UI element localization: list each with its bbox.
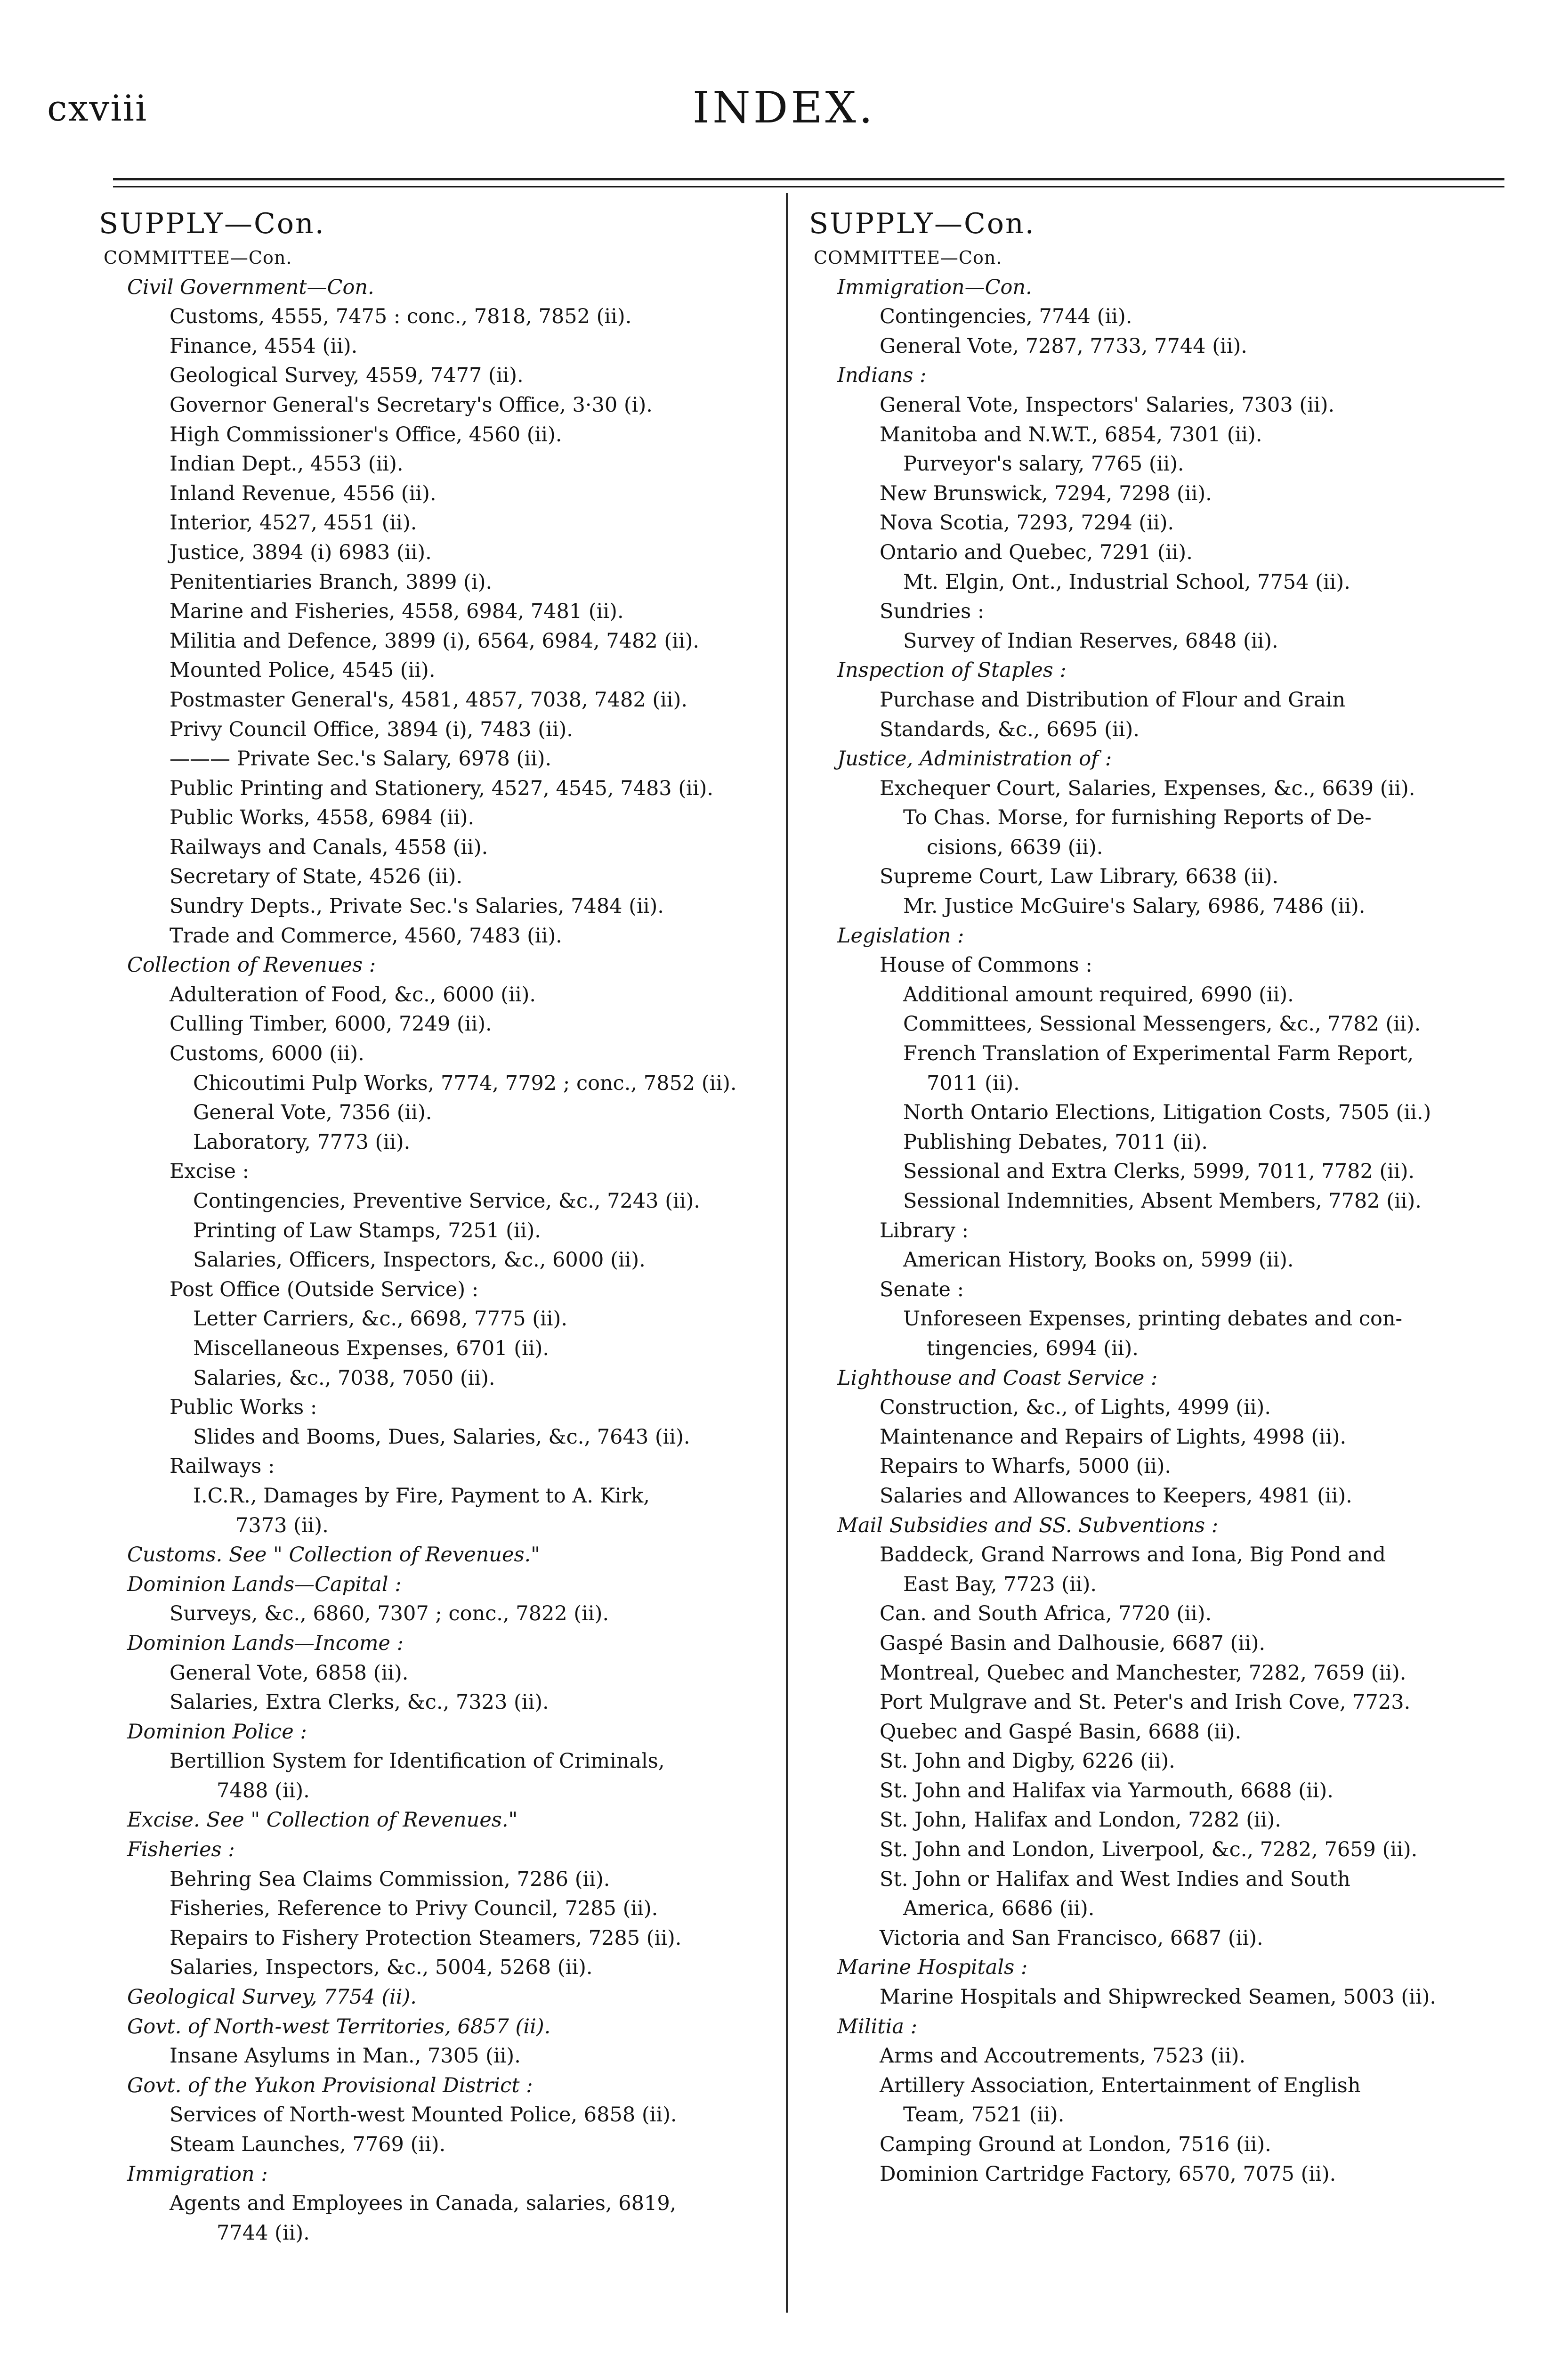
category-heading: Customs. See " Collection of Revenues." bbox=[127, 1543, 540, 1567]
index-entry: Exchequer Court, Salaries, Expenses, &c., 6639 (ii). bbox=[880, 776, 1415, 800]
index-entry: Laboratory, 7773 (ii). bbox=[193, 1130, 411, 1154]
index-entry: Salaries and Allowances to Keepers, 4981 (ii). bbox=[880, 1484, 1352, 1508]
index-entry: Can. and South Africa, 7720 (ii). bbox=[880, 1602, 1212, 1626]
category-heading: Legislation : bbox=[837, 924, 964, 948]
index-column-right bbox=[809, 207, 1494, 2189]
index-entry: Contingencies, 7744 (ii). bbox=[880, 305, 1132, 329]
index-entry: Mounted Police, 4545 (ii). bbox=[170, 658, 436, 682]
index-entry: Standards, &c., 6695 (ii). bbox=[880, 717, 1140, 741]
index-entry: Salaries, Extra Clerks, &c., 7323 (ii). bbox=[170, 1690, 549, 1714]
index-entry: General Vote, 7287, 7733, 7744 (ii). bbox=[880, 334, 1247, 358]
index-entry: To Chas. Morse, for furnishing Reports of De- bbox=[903, 806, 1372, 830]
index-entry: Fisheries, Reference to Privy Council, 7285 (ii). bbox=[170, 1897, 658, 1921]
category-heading: Dominion Lands—Capital : bbox=[127, 1572, 402, 1596]
subsection-heading: COMMITTEE—Con. bbox=[814, 247, 1002, 268]
index-entry: Behring Sea Claims Commission, 7286 (ii). bbox=[170, 1867, 610, 1891]
index-entry: Miscellaneous Expenses, 6701 (ii). bbox=[193, 1336, 550, 1360]
index-entry: Public Works : bbox=[170, 1396, 317, 1420]
index-entry: Maintenance and Repairs of Lights, 4998 (ii). bbox=[880, 1425, 1347, 1449]
index-entry: East Bay, 7723 (ii). bbox=[903, 1572, 1097, 1596]
index-entry: Post Office (Outside Service) : bbox=[170, 1277, 479, 1301]
index-entry: St. John and Halifax via Yarmouth, 6688 (ii). bbox=[880, 1778, 1334, 1803]
index-entry: Montreal, Quebec and Manchester, 7282, 7659 (ii). bbox=[880, 1661, 1406, 1685]
section-heading: SUPPLY—Con. bbox=[99, 207, 325, 240]
index-entry: Salaries, Officers, Inspectors, &c., 6000 (ii). bbox=[193, 1248, 646, 1272]
index-entry: Secretary of State, 4526 (ii). bbox=[170, 865, 463, 889]
index-entry: New Brunswick, 7294, 7298 (ii). bbox=[880, 481, 1212, 505]
index-entry: Baddeck, Grand Narrows and Iona, Big Pond and bbox=[880, 1543, 1386, 1567]
index-entry: Arms and Accoutrements, 7523 (ii). bbox=[880, 2044, 1246, 2068]
header-rule-thin bbox=[113, 186, 1504, 187]
index-entry: Interior, 4527, 4551 (ii). bbox=[170, 511, 417, 535]
index-entry: Insane Asylums in Man., 7305 (ii). bbox=[170, 2044, 521, 2068]
index-entry: Sessional Indemnities, Absent Members, 7782 (ii). bbox=[903, 1189, 1422, 1213]
index-column-left bbox=[99, 207, 777, 2248]
index-entry: ——— Private Sec.'s Salary, 6978 (ii). bbox=[170, 747, 552, 771]
category-heading: Militia : bbox=[837, 2014, 918, 2038]
index-entry: Contingencies, Preventive Service, &c., 7243 (ii). bbox=[193, 1189, 700, 1213]
index-entry: General Vote, Inspectors' Salaries, 7303 (ii). bbox=[880, 393, 1335, 417]
index-entry: Manitoba and N.W.T., 6854, 7301 (ii). bbox=[880, 422, 1262, 447]
index-entry: Senate : bbox=[880, 1277, 964, 1301]
category-heading: Govt. of North-west Territories, 6857 (ii). bbox=[127, 2014, 551, 2038]
index-entry: Unforeseen Expenses, printing debates and con- bbox=[903, 1307, 1403, 1331]
index-entry: Ontario and Quebec, 7291 (ii). bbox=[880, 540, 1193, 564]
category-heading: Dominion Police : bbox=[127, 1720, 307, 1744]
index-entry: I.C.R., Damages by Fire, Payment to A. Kirk, bbox=[193, 1484, 650, 1508]
index-entry: Justice, 3894 (i) 6983 (ii). bbox=[170, 540, 432, 564]
category-heading: Geological Survey, 7754 (ii). bbox=[127, 1985, 417, 2009]
index-entry: St. John and London, Liverpool, &c., 7282, 7659 (ii). bbox=[880, 1838, 1418, 1862]
index-entry: Victoria and San Francisco, 6687 (ii). bbox=[880, 1926, 1263, 1950]
category-heading: Fisheries : bbox=[127, 1838, 235, 1862]
index-entry: Marine Hospitals and Shipwrecked Seamen, 5003 (ii). bbox=[880, 1985, 1437, 2009]
index-entry: Purveyor's salary, 7765 (ii). bbox=[903, 452, 1184, 476]
category-heading: Excise. See " Collection of Revenues." bbox=[127, 1808, 518, 1832]
index-entry: 7011 (ii). bbox=[927, 1071, 1020, 1095]
category-heading: Inspection of Staples : bbox=[837, 658, 1067, 682]
index-entry: Purchase and Distribution of Flour and Grain bbox=[880, 688, 1346, 712]
index-entry: Salaries, Inspectors, &c., 5004, 5268 (ii). bbox=[170, 1956, 593, 1980]
category-heading: Mail Subsidies and SS. Subventions : bbox=[837, 1513, 1219, 1537]
index-entry: Inland Revenue, 4556 (ii). bbox=[170, 481, 436, 505]
index-entry: Culling Timber, 6000, 7249 (ii). bbox=[170, 1012, 492, 1036]
column-divider bbox=[786, 193, 788, 2313]
index-entry: Bertillion System for Identification of Criminals, bbox=[170, 1749, 665, 1773]
index-entry: Nova Scotia, 7293, 7294 (ii). bbox=[880, 511, 1174, 535]
index-entry: Camping Ground at London, 7516 (ii). bbox=[880, 2133, 1271, 2156]
index-entry: Services of North-west Mounted Police, 6858 (ii). bbox=[170, 2103, 677, 2127]
index-entry: Survey of Indian Reserves, 6848 (ii). bbox=[903, 629, 1278, 653]
index-entry: Finance, 4554 (ii). bbox=[170, 334, 358, 358]
index-entry: Supreme Court, Law Library, 6638 (ii). bbox=[880, 865, 1279, 889]
index-entry: St. John or Halifax and West Indies and South bbox=[880, 1867, 1350, 1891]
page-title: INDEX. bbox=[692, 82, 876, 133]
index-entry: 7488 (ii). bbox=[217, 1778, 310, 1803]
index-entry: Privy Council Office, 3894 (i), 7483 (ii). bbox=[170, 717, 573, 741]
index-entry: cisions, 6639 (ii). bbox=[927, 835, 1103, 859]
index-entry: Surveys, &c., 6860, 7307 ; conc., 7822 (ii). bbox=[170, 1602, 609, 1626]
index-entry: Mt. Elgin, Ont., Industrial School, 7754 (ii). bbox=[903, 570, 1350, 594]
index-entry: St. John, Halifax and London, 7282 (ii). bbox=[880, 1808, 1281, 1832]
index-entry: Mr. Justice McGuire's Salary, 6986, 7486 (ii). bbox=[903, 894, 1366, 918]
index-entry: Construction, &c., of Lights, 4999 (ii). bbox=[880, 1396, 1271, 1420]
index-entry: Geological Survey, 4559, 7477 (ii). bbox=[170, 364, 524, 388]
index-entry: Printing of Law Stamps, 7251 (ii). bbox=[193, 1218, 541, 1242]
index-entry: Excise : bbox=[170, 1160, 250, 1184]
index-entry: Railways : bbox=[170, 1454, 275, 1478]
index-entry: General Vote, 6858 (ii). bbox=[170, 1661, 409, 1685]
index-entry: Sundry Depts., Private Sec.'s Salaries, 7484 (ii). bbox=[170, 894, 664, 918]
index-entry: Committees, Sessional Messengers, &c., 7782 (ii). bbox=[903, 1012, 1421, 1036]
index-entry: General Vote, 7356 (ii). bbox=[193, 1101, 432, 1125]
subsection-heading: COMMITTEE—Con. bbox=[104, 247, 292, 268]
index-entry: Penitentiaries Branch, 3899 (i). bbox=[170, 570, 493, 594]
index-entry: Customs, 6000 (ii). bbox=[170, 1042, 364, 1066]
index-entry: Governor General's Secretary's Office, 3·30 (i). bbox=[170, 393, 653, 417]
index-entry: Quebec and Gaspé Basin, 6688 (ii). bbox=[880, 1720, 1242, 1744]
category-heading: Marine Hospitals : bbox=[837, 1956, 1028, 1980]
index-entry: House of Commons : bbox=[880, 953, 1092, 977]
index-entry: Dominion Cartridge Factory, 6570, 7075 (ii). bbox=[880, 2162, 1336, 2186]
index-entry: North Ontario Elections, Litigation Costs, 7505 (ii.) bbox=[903, 1101, 1431, 1125]
index-entry: Letter Carriers, &c., 6698, 7775 (ii). bbox=[193, 1307, 567, 1331]
index-entry: Team, 7521 (ii). bbox=[903, 2103, 1065, 2127]
index-entry: Chicoutimi Pulp Works, 7774, 7792 ; conc., 7852 (ii). bbox=[193, 1071, 737, 1095]
index-entry: Adulteration of Food, &c., 6000 (ii). bbox=[170, 983, 536, 1007]
index-entry: Additional amount required, 6990 (ii). bbox=[903, 983, 1294, 1007]
index-entry: French Translation of Experimental Farm Report, bbox=[903, 1042, 1414, 1066]
index-entry: Militia and Defence, 3899 (i), 6564, 6984, 7482 (ii). bbox=[170, 629, 700, 653]
index-entry: Steam Launches, 7769 (ii). bbox=[170, 2133, 446, 2156]
index-entry: Port Mulgrave and St. Peter's and Irish Cove, 7723. bbox=[880, 1690, 1411, 1714]
index-entry: Sessional and Extra Clerks, 5999, 7011, 7782 (ii). bbox=[903, 1160, 1415, 1184]
index-entry: American History, Books on, 5999 (ii). bbox=[903, 1248, 1294, 1272]
index-entry: 7744 (ii). bbox=[217, 2221, 310, 2245]
index-entry: Customs, 4555, 7475 : conc., 7818, 7852 (ii). bbox=[170, 305, 632, 329]
index-entry: Public Works, 4558, 6984 (ii). bbox=[170, 806, 475, 830]
page-number: cxviii bbox=[47, 87, 148, 129]
index-entry: Public Printing and Stationery, 4527, 4545, 7483 (ii). bbox=[170, 776, 714, 800]
index-entry: tingencies, 6994 (ii). bbox=[927, 1336, 1139, 1360]
index-entry: Gaspé Basin and Dalhousie, 6687 (ii). bbox=[880, 1631, 1266, 1655]
category-heading: Govt. of the Yukon Provisional District : bbox=[127, 2073, 533, 2097]
section-heading: SUPPLY—Con. bbox=[809, 207, 1035, 240]
index-entry: Agents and Employees in Canada, salaries, 6819, bbox=[170, 2192, 677, 2216]
index-entry: Repairs to Fishery Protection Steamers, 7285 (ii). bbox=[170, 1926, 682, 1950]
category-heading: Immigration : bbox=[127, 2162, 268, 2186]
index-entry: Marine and Fisheries, 4558, 6984, 7481 (ii). bbox=[170, 600, 624, 624]
category-heading: Collection of Revenues : bbox=[127, 953, 376, 977]
index-entry: High Commissioner's Office, 4560 (ii). bbox=[170, 422, 562, 447]
index-entry: Library : bbox=[880, 1218, 969, 1242]
category-heading: Justice, Administration of : bbox=[837, 747, 1112, 771]
header-rule bbox=[113, 178, 1504, 180]
index-entry: Artillery Association, Entertainment of English bbox=[880, 2073, 1361, 2097]
index-entry: Salaries, &c., 7038, 7050 (ii). bbox=[193, 1366, 495, 1390]
index-entry: 7373 (ii). bbox=[235, 1513, 329, 1537]
index-entry: St. John and Digby, 6226 (ii). bbox=[880, 1749, 1175, 1773]
index-entry: Repairs to Wharfs, 5000 (ii). bbox=[880, 1454, 1172, 1478]
index-entry: Sundries : bbox=[880, 600, 985, 624]
index-entry: Indian Dept., 4553 (ii). bbox=[170, 452, 404, 476]
category-heading: Immigration—Con. bbox=[837, 275, 1032, 299]
category-heading: Dominion Lands—Income : bbox=[127, 1631, 404, 1655]
index-entry: America, 6686 (ii). bbox=[903, 1897, 1095, 1921]
index-entry: Railways and Canals, 4558 (ii). bbox=[170, 835, 488, 859]
index-entry: Slides and Booms, Dues, Salaries, &c., 7643 (ii). bbox=[193, 1425, 690, 1449]
index-entry: Publishing Debates, 7011 (ii). bbox=[903, 1130, 1208, 1154]
category-heading: Lighthouse and Coast Service : bbox=[837, 1366, 1158, 1390]
category-heading: Indians : bbox=[837, 364, 927, 388]
category-heading: Civil Government—Con. bbox=[127, 275, 374, 299]
index-entry: Postmaster General's, 4581, 4857, 7038, 7482 (ii). bbox=[170, 688, 688, 712]
index-entry: Trade and Commerce, 4560, 7483 (ii). bbox=[170, 924, 562, 948]
